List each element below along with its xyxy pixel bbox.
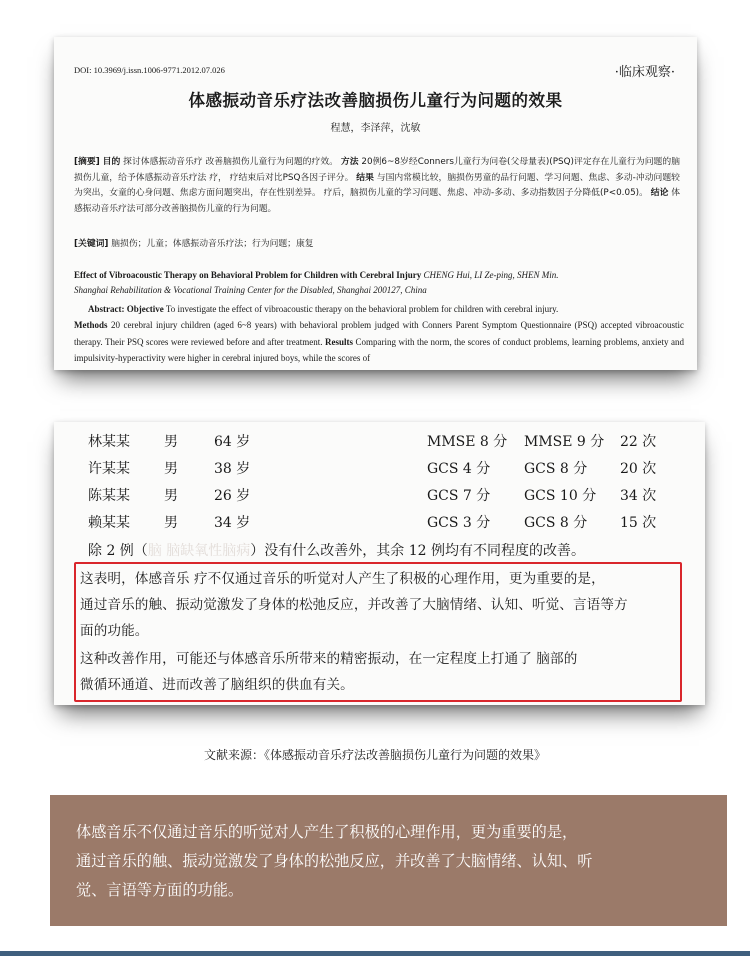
quote-line-2: 通过音乐的触、振动觉激发了身体的松弛反应，并改善了大脑情绪、认知、听 — [76, 852, 593, 870]
abstract-tag: [摘要] — [74, 157, 100, 167]
doi-text: DOI: 10.3969/j.issn.1006-9771.2012.07.026 — [74, 65, 225, 75]
keywords-text: 脑损伤；儿童；体感振动音乐疗法；行为问题；康复 — [108, 239, 314, 249]
cell-sex: 男 — [164, 515, 178, 531]
cell-age: 26 岁 — [214, 488, 251, 504]
cell-sex: 男 — [164, 434, 178, 450]
result-text: 与国内常模比较，脑损伤男童的品行问题、学习问题、焦虑、多动-冲动问题较为突出，女童的心身问题、焦虑方面问题突出，存在性别差异。 疗后，脑损伤儿童的学习问题、焦虑、冲动-多动、多动指数因子分降低(P<0.05)。 — [74, 172, 680, 199]
keywords — [74, 236, 314, 249]
english-abstract — [74, 301, 684, 367]
cell-before: MMSE 8 分 — [427, 434, 508, 450]
column-label: ·临床观察· — [614, 65, 675, 80]
conclusion-label: 结论 — [650, 188, 669, 199]
improvement-note — [88, 540, 585, 560]
cell-age: 34 岁 — [214, 515, 251, 531]
method-text: 20例6~8岁经Conners儿童行为问卷(父母量表)(PSQ)评定存在儿童行为问题的脑损伤儿童，给予体感振动音乐疗法 疗， 疗结束后对比PSQ各因子评分。 — [74, 157, 680, 183]
en-methods: 20 cerebral injury children (aged 6~8 years) with behavioral problem judged with Conners Parent Symptom Questionnaire (PSQ) accepted vibroacoustic therapy. Their PSQ scores were reviewed before and after treatment. — [74, 320, 684, 347]
highlight-box — [74, 562, 682, 702]
cell-after: GCS 10 分 — [524, 488, 597, 504]
quote-line-1: 体感音乐不仅通过音乐的听觉对人产生了积极的心理作用，更为重要的是， — [76, 823, 578, 841]
cell-times: 22 次 — [620, 434, 657, 450]
aim-text: 探讨体感振动音乐疗 改善脑损伤儿童行为问题的疗效。 — [120, 157, 339, 167]
highlight-line-3: 面的功能。 — [80, 623, 149, 639]
en-results-label: Results — [325, 336, 354, 347]
cell-times: 15 次 — [620, 515, 657, 531]
english-title-block — [74, 268, 684, 298]
cell-times: 20 次 — [620, 461, 657, 477]
aim-label: 目的 — [102, 157, 121, 167]
quote-line-3: 觉、言语等方面的功能。 — [76, 881, 244, 899]
cell-times: 34 次 — [620, 488, 657, 504]
table-row — [54, 512, 705, 532]
table-row — [54, 431, 705, 451]
highlight-line-4: 这种改善作用，可能还与体感音乐所带来的精密振动，在一定程度上打通了 脑部的 — [80, 651, 578, 667]
cell-name: 陈某某 — [88, 488, 130, 504]
cell-before: GCS 7 分 — [427, 488, 491, 504]
cell-age: 64 岁 — [214, 434, 251, 450]
cell-name: 林某某 — [88, 434, 130, 450]
highlight-line-1: 这表明，体感音乐 疗不仅通过音乐的听觉对人产生了积极的心理作用，更为重要的是， — [80, 571, 605, 587]
result-label: 结果 — [356, 172, 374, 183]
note-faded: 脑 脑缺氧性脑病 — [147, 543, 251, 559]
cell-name: 许某某 — [88, 461, 130, 477]
english-affiliation: Shanghai Rehabilitation & Vocational Training Center for the Disabled, Shanghai 200127, China — [74, 285, 427, 295]
cell-sex: 男 — [164, 488, 178, 504]
article-scan-header — [54, 37, 697, 370]
en-methods-label: Methods — [74, 320, 108, 331]
cell-after: GCS 8 分 — [524, 461, 588, 477]
method-label: 方法 — [340, 157, 359, 167]
cell-after: MMSE 9 分 — [524, 434, 605, 450]
source-caption: 文献来源：《体感振动音乐疗法改善脑损伤儿童行为问题的效果》 — [203, 748, 546, 762]
en-objective: To investigate the effect of vibroacoustic therapy on the behavioral problem for children with cerebral injury. — [163, 304, 559, 314]
cell-sex: 男 — [164, 461, 178, 477]
cell-before: GCS 4 分 — [427, 461, 491, 477]
keywords-tag: [关键词] — [74, 239, 109, 249]
chinese-abstract — [74, 155, 680, 217]
cell-after: GCS 8 分 — [524, 515, 588, 531]
article-title: 体感振动音乐疗法改善脑损伤儿童行为问题的效果 — [188, 91, 563, 110]
highlight-line-2: 通过音乐的触、振动觉激发了身体的松弛反应，并改善了大脑情绪、认知、听觉、言语等方 — [80, 597, 628, 613]
quote-panel — [50, 795, 727, 926]
cell-name: 赖某某 — [88, 515, 130, 531]
highlight-line-5: 微循环通道、进而改善了脑组织的供血有关。 — [80, 677, 354, 693]
en-objective-label: Objective — [126, 304, 164, 314]
english-title: Effect of Vibroacoustic Therapy on Behavioral Problem for Children with Cerebral Injury — [74, 270, 422, 280]
english-authors: CHENG Hui, LI Ze-ping, SHEN Min. — [423, 270, 559, 280]
en-abstract-label: Abstract: — [88, 304, 125, 314]
table-row — [54, 485, 705, 505]
en-results: Comparing with the norm, the scores of conduct problems, learning problems, anxiety and impulsivity-hyperactivity were higher in cerebral injured boys, while the scores of — [74, 336, 684, 364]
cell-before: GCS 3 分 — [427, 515, 491, 531]
table-row — [54, 458, 705, 478]
cell-age: 38 岁 — [214, 461, 251, 477]
note-start: 除 2 例（ — [88, 543, 148, 559]
note-end: ）没有什么改善外，其余 12 例均有不同程度的改善。 — [250, 543, 585, 559]
article-authors: 程慧，李泽萍，沈敏 — [330, 123, 421, 134]
footer-bar — [0, 951, 750, 956]
article-scan-excerpt — [54, 422, 705, 705]
conclusion-text: 体感振动音乐疗法可部分改善脑损伤儿童的行为问题。 — [74, 188, 681, 214]
